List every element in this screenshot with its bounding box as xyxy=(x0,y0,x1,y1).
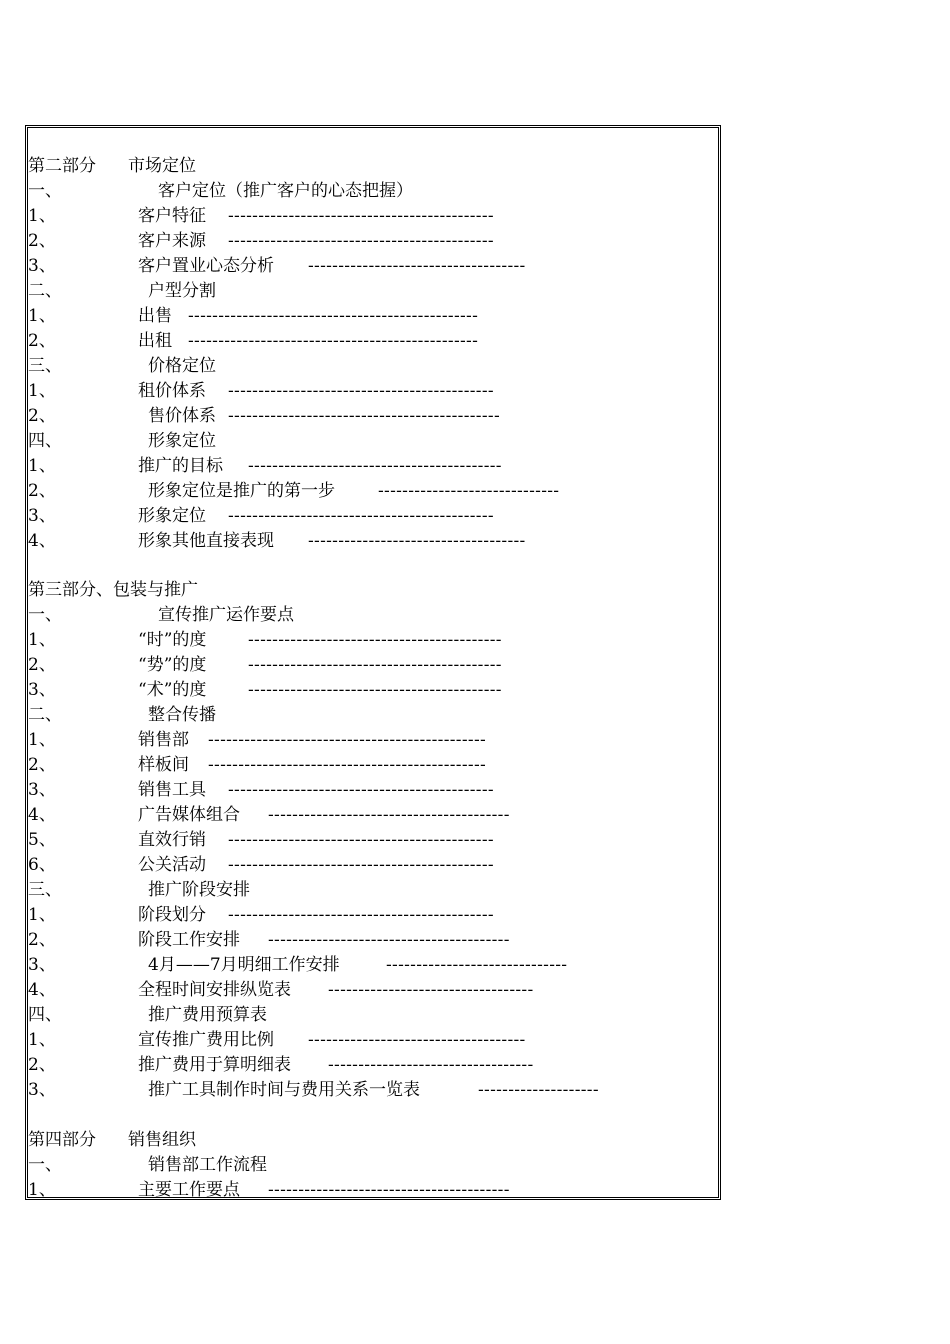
toc-number: 4、 xyxy=(28,980,56,1000)
toc-leader-dashes: -------------------------------------------- xyxy=(228,905,494,925)
toc-number: 3、 xyxy=(28,780,56,800)
toc-number: 2、 xyxy=(28,655,56,675)
toc-number: 1、 xyxy=(28,306,56,326)
toc-number: 3、 xyxy=(28,256,56,276)
toc-title: 形象其他直接表现 xyxy=(138,531,274,551)
toc-number: 2、 xyxy=(28,231,56,251)
toc-number: 5、 xyxy=(28,830,56,850)
toc-title: 租价体系 xyxy=(138,381,206,401)
toc-title: 客户定位（推广客户的心态把握） xyxy=(158,181,413,201)
toc-title: “时”的度 xyxy=(138,630,207,650)
toc-title: 出售 xyxy=(138,306,172,326)
toc-number: 二、 xyxy=(28,705,62,725)
toc-leader-dashes: ---------------------------------- xyxy=(328,1055,534,1075)
toc-title: 推广的目标 xyxy=(138,456,223,476)
toc-leader-dashes: ------------------------------------------------ xyxy=(188,306,479,326)
toc-title: 销售工具 xyxy=(138,780,206,800)
toc-number: 3、 xyxy=(28,680,56,700)
toc-number: 第四部分 xyxy=(28,1130,96,1150)
toc-leader-dashes: ------------------------------------ xyxy=(308,531,526,551)
toc-title: 价格定位 xyxy=(148,356,216,376)
toc-leader-dashes: -------------------------------------------- xyxy=(228,830,494,850)
toc-title: “势”的度 xyxy=(138,655,207,675)
toc-title: 市场定位 xyxy=(128,156,196,176)
toc-number: 一、 xyxy=(28,605,62,625)
toc-title: 客户置业心态分析 xyxy=(138,256,274,276)
toc-title: 宣传推广费用比例 xyxy=(138,1030,274,1050)
toc-title: 推广阶段安排 xyxy=(148,880,250,900)
toc-title: 户型分割 xyxy=(148,281,216,301)
toc-number: 2、 xyxy=(28,481,56,501)
toc-leader-dashes: ---------------------------------------- xyxy=(268,930,510,950)
toc-leader-dashes: ------------------------------------------------ xyxy=(188,331,479,351)
toc-number: 3、 xyxy=(28,506,56,526)
toc-title: 形象定位是推广的第一步 xyxy=(148,481,335,501)
toc-number: 三、 xyxy=(28,356,62,376)
toc-leader-dashes: ------------------------------------------ xyxy=(248,630,502,650)
toc-leader-dashes: -------------------------------------------- xyxy=(228,506,494,526)
toc-title: 整合传播 xyxy=(148,705,216,725)
toc-leader-dashes: ------------------------------------------ xyxy=(248,655,502,675)
toc-number: 2、 xyxy=(28,1055,56,1075)
toc-title: 形象定位 xyxy=(138,506,206,526)
toc-leader-dashes: ------------------------------ xyxy=(386,955,568,975)
toc-number: 1、 xyxy=(28,630,56,650)
toc-title: 样板间 xyxy=(138,755,189,775)
toc-number: 2、 xyxy=(28,331,56,351)
toc-title: 公关活动 xyxy=(138,855,206,875)
toc-number: 3、 xyxy=(28,955,56,975)
toc-title: 直效行销 xyxy=(138,830,206,850)
toc-number: 一、 xyxy=(28,181,62,201)
toc-number: 四、 xyxy=(28,431,62,451)
toc-title: “术”的度 xyxy=(138,680,207,700)
toc-leader-dashes: ------------------------------------------ xyxy=(248,456,502,476)
toc-title: 售价体系 xyxy=(148,406,216,426)
toc-number: 2、 xyxy=(28,755,56,775)
toc-title: 全程时间安排纵览表 xyxy=(138,980,291,1000)
toc-number: 二、 xyxy=(28,281,62,301)
toc-leader-dashes: ------------------------------ xyxy=(378,481,560,501)
toc-title: 客户来源 xyxy=(138,231,206,251)
toc-title: 销售部 xyxy=(138,730,189,750)
toc-title: 推广费用于算明细表 xyxy=(138,1055,291,1075)
toc-number: 1、 xyxy=(28,905,56,925)
toc-leader-dashes: -------------------------------------------- xyxy=(228,381,494,401)
toc-title: 推广工具制作时间与费用关系一览表 xyxy=(148,1080,420,1100)
toc-title: 客户特征 xyxy=(138,206,206,226)
toc-number: 1、 xyxy=(28,206,56,226)
toc-title: 推广费用预算表 xyxy=(148,1005,267,1025)
toc-leader-dashes: -------------------------------------------- xyxy=(228,855,494,875)
toc-title: 4月——7月明细工作安排 xyxy=(148,955,340,975)
toc-title: 销售部工作流程 xyxy=(148,1155,267,1175)
toc-number: 第三部分、包装与推广 xyxy=(28,580,198,600)
toc-leader-dashes: -------------------------------------------- xyxy=(228,206,494,226)
toc-leader-dashes: ------------------------------------ xyxy=(308,1030,526,1050)
toc-leader-dashes: ------------------------------------------ xyxy=(248,680,502,700)
toc-title: 出租 xyxy=(138,331,172,351)
toc-title: 主要工作要点 xyxy=(138,1180,240,1200)
toc-leader-dashes: ---------------------------------------- xyxy=(268,1180,510,1200)
toc-leader-dashes: ---------------------------------- xyxy=(328,980,534,1000)
toc-number: 四、 xyxy=(28,1005,62,1025)
toc-number: 6、 xyxy=(28,855,56,875)
toc-number: 1、 xyxy=(28,381,56,401)
toc-title: 宣传推广运作要点 xyxy=(158,605,294,625)
toc-title: 广告媒体组合 xyxy=(138,805,240,825)
toc-title: 形象定位 xyxy=(148,431,216,451)
toc-number: 一、 xyxy=(28,1155,62,1175)
toc-leader-dashes: -------------------------------------------- xyxy=(228,780,494,800)
toc-number: 3、 xyxy=(28,1080,56,1100)
toc-title: 阶段划分 xyxy=(138,905,206,925)
toc-number: 1、 xyxy=(28,730,56,750)
toc-title: 销售组织 xyxy=(128,1130,196,1150)
toc-leader-dashes: ---------------------------------------------- xyxy=(208,730,487,750)
toc-number: 2、 xyxy=(28,406,56,426)
toc-number: 三、 xyxy=(28,880,62,900)
toc-number: 1、 xyxy=(28,456,56,476)
toc-leader-dashes: --------------------------------------------- xyxy=(228,406,500,426)
toc-number: 4、 xyxy=(28,805,56,825)
toc-title: 阶段工作安排 xyxy=(138,930,240,950)
toc-number: 1、 xyxy=(28,1030,56,1050)
toc-leader-dashes: -------------------- xyxy=(478,1080,599,1100)
toc-leader-dashes: ---------------------------------------------- xyxy=(208,755,487,775)
toc-number: 1、 xyxy=(28,1180,56,1200)
toc-number: 第二部分 xyxy=(28,156,96,176)
toc-number: 2、 xyxy=(28,930,56,950)
toc-leader-dashes: -------------------------------------------- xyxy=(228,231,494,251)
toc-number: 4、 xyxy=(28,531,56,551)
toc-leader-dashes: ------------------------------------ xyxy=(308,256,526,276)
toc-leader-dashes: ---------------------------------------- xyxy=(268,805,510,825)
